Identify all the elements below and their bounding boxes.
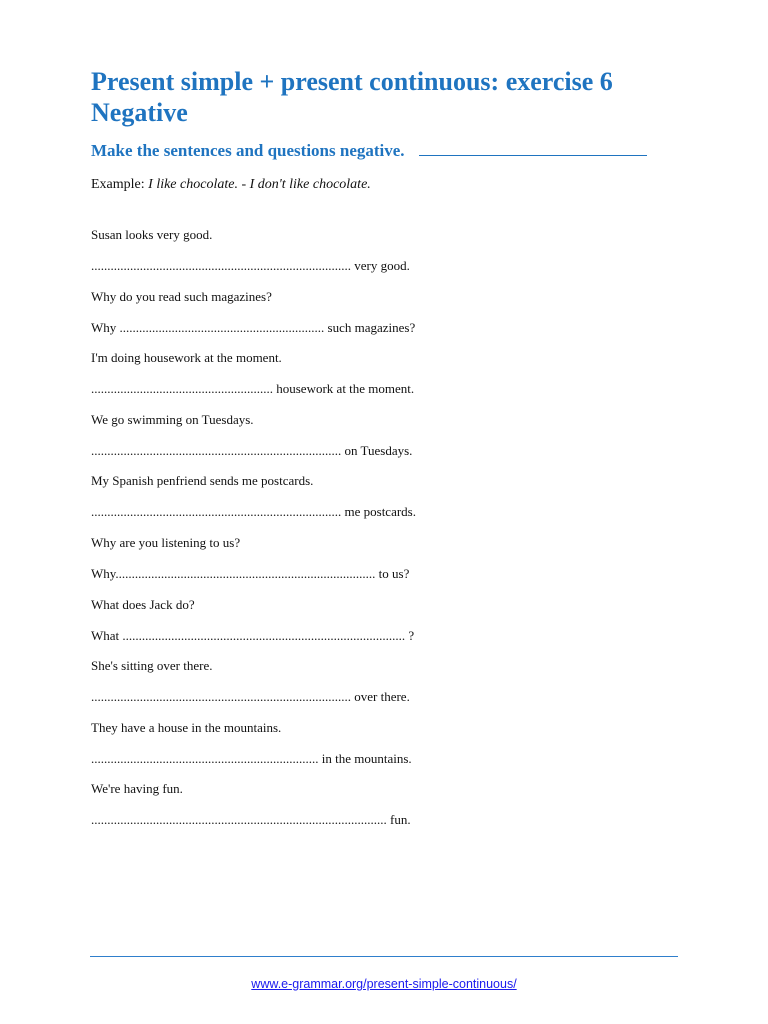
title-line-1: Present simple + present continuous: exercise 6 [91, 67, 613, 96]
exercise-sentence: What does Jack do? [91, 596, 195, 612]
exercise-item-3 [91, 348, 691, 410]
exercise-answer-line[interactable]: ............................................................................. on Tuesdays. [91, 442, 413, 458]
exercise-answer-line[interactable]: What ....................................................................................... ? [91, 627, 415, 643]
exercise-sentence: Why are you listening to us? [91, 534, 241, 550]
example [91, 175, 371, 195]
exercise-item-7 [91, 595, 691, 657]
exercise-item-5 [91, 471, 691, 533]
exercise-item-8 [91, 656, 691, 718]
page-title [91, 66, 731, 128]
exercise-sentence: Why do you read such magazines? [91, 288, 272, 304]
exercise-sentence: I'm doing housework at the moment. [91, 350, 282, 366]
exercise-item-2 [91, 287, 691, 349]
exercise-item-1 [91, 225, 691, 287]
exercise-sentence: We're having fun. [91, 781, 183, 797]
exercise-answer-line[interactable]: Why................................................................................ to us? [91, 565, 410, 581]
instruction-underline [419, 141, 647, 156]
exercise-answer-line[interactable]: ........................................................ housework at the moment. [91, 381, 415, 397]
exercise-sentence: They have a house in the mountains. [91, 719, 282, 735]
exercise-answer-line[interactable]: ............................................................................. me postcards. [91, 504, 416, 520]
example-text: I like chocolate. - I don't like chocolate. [148, 177, 371, 192]
instruction-text: Make the sentences and questions negative. [91, 141, 405, 160]
title-line-2: Negative [91, 98, 188, 127]
exercise-item-10 [91, 779, 691, 841]
exercise-item-4 [91, 410, 691, 472]
exercise-sentence: She's sitting over there. [91, 658, 213, 674]
instruction-row [91, 139, 691, 163]
exercise-sentence: Susan looks very good. [91, 227, 213, 242]
exercise-answer-line[interactable]: ................................................................................ over there. [91, 689, 410, 705]
exercise-answer-line[interactable]: ...................................................................... in the mountains. [91, 750, 412, 766]
exercise-item-6 [91, 533, 691, 595]
exercise-answer-line[interactable]: ................................................................................ very good. [91, 258, 410, 273]
footer-link[interactable]: www.e-grammar.org/present-simple-continuous/ [251, 977, 517, 991]
exercise-sentence: We go swimming on Tuesdays. [91, 411, 254, 427]
exercise-item-9 [91, 718, 691, 780]
exercise-answer-line[interactable]: ........................................................................................... fun. [91, 812, 411, 828]
exercise-sentence: My Spanish penfriend sends me postcards. [91, 473, 314, 489]
exercise-answer-line[interactable]: Why ............................................................... such magazines? [91, 319, 416, 335]
exercise-list [91, 225, 691, 841]
footer-divider [90, 956, 678, 957]
example-label: Example: [91, 177, 149, 192]
